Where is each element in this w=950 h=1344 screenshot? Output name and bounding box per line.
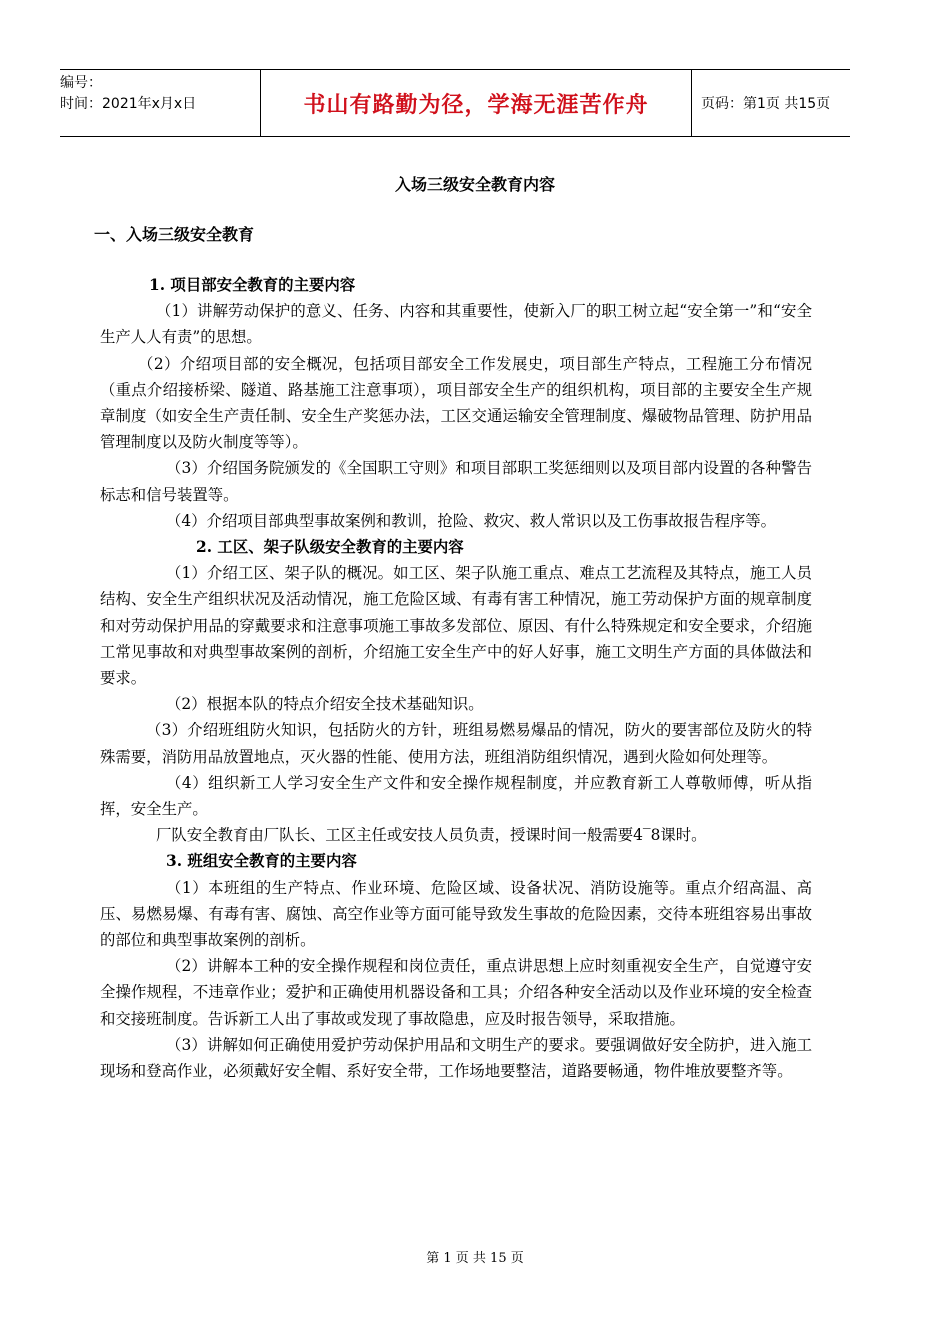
section-2-title: 2. 工区、架子队级安全教育的主要内容: [196, 538, 464, 557]
header-page-info: 页码：第1页 共15页: [701, 96, 831, 112]
main-heading: 一、入场三级安全教育: [94, 225, 255, 244]
number-label: 编号：: [60, 75, 102, 91]
paragraph: （2）介绍项目部的安全概况，包括项目部安全工作发展史，项目部生产特点，工程施工分布情况（重点介绍接桥梁、隧道、路基施工注意事项），项目部安全生产的组织机构，项目部的主要安全生产规章制度（如安全生产责任制、安全生产奖惩办法，工区交通运输安全管理制度、爆破物品管理、防护用品管理制度以及防火制度等等）。: [100, 354, 812, 452]
document-title: 入场三级安全教育内容: [394, 175, 555, 194]
document-body: [100, 272, 812, 1084]
paragraph: （2）根据本队的特点介绍安全技术基础知识。: [166, 695, 484, 714]
page-header: [60, 69, 850, 137]
time-label: 时间：2021年x月x日: [60, 96, 197, 112]
paragraph: （4）介绍项目部典型事故案例和教训，抢险、救灾、救人常识以及工伤事故报告程序等。: [166, 511, 777, 530]
paragraph: （3）介绍班组防火知识，包括防火的方针，班组易燃易爆品的情况，防火的要害部位及防火的特殊需要，消防用品放置地点，灭火器的性能、使用方法，班组消防组织情况，遇到火险如何处理等。: [100, 721, 812, 766]
paragraph: （1）介绍工区、架子队的概况。如工区、架子队施工重点、难点工艺流程及其特点，施工人员结构、安全生产组织状况及活动情况，施工危险区域、有毒有害工种情况，施工劳动保护方面的规章制度和对劳动保护用品的穿戴要求和注意事项施工事故多发部位、原因、有什么特殊规定和安全要求，介绍施工常见事故和对典型事故案例的剖析，介绍施工安全生产中的好人好事，施工文明生产方面的具体做法和要求。: [100, 564, 812, 688]
paragraph: 厂队安全教育由厂队长、工区主任或安技人员负责，授课时间一般需要4‾8课时。: [156, 826, 707, 845]
paragraph: （4）组织新工人学习安全生产文件和安全操作规程制度，并应教育新工人尊敬师傅，听从指挥，安全生产。: [100, 773, 812, 819]
paragraph: （3）介绍国务院颁发的《全国职工守则》和项目部职工奖惩细则以及项目部内设置的各种警告标志和信号装置等。: [100, 459, 812, 504]
section-1-title: 1. 项目部安全教育的主要内容: [149, 276, 356, 294]
paragraph: （3）讲解如何正确使用爱护劳动保护用品和文明生产的要求。要强调做好安全防护，进入施工现场和登高作业，必须戴好安全帽、系好安全带，工作场地要整洁，道路要畅通，物件堆放要整齐等。: [100, 1035, 812, 1081]
section-3-title: 3. 班组安全教育的主要内容: [166, 852, 357, 871]
paragraph: （2）讲解本工种的安全操作规程和岗位责任，重点讲思想上应时刻重视安全生产，自觉遵守安全操作规程，不违章作业；爱护和正确使用机器设备和工具；介绍各种安全活动以及作业环境的安全检查和交接班制度。告诉新工人出了事故或发现了事故隐患，应及时报告领导，采取措施。: [100, 957, 812, 1028]
paragraph: （1）本班组的生产特点、作业环境、危险区域、设备状况、消防设施等。重点介绍高温、高压、易燃易爆、有毒有害、腐蚀、高空作业等方面可能导致发生事故的危险因素，交待本班组容易出事故的部位和典型事故案例的剖析。: [100, 878, 812, 950]
header-meta: [60, 70, 260, 139]
paragraph: （1）讲解劳动保护的意义、任务、内容和其重要性，使新入厂的职工树立起“安全第一”和“安全生产人人有责”的思想。: [100, 302, 812, 347]
page-footer: 第 1 页 共 15 页: [426, 1251, 524, 1266]
header-motto: 书山有路勤为径，学海无涯苦作舟: [260, 70, 692, 136]
